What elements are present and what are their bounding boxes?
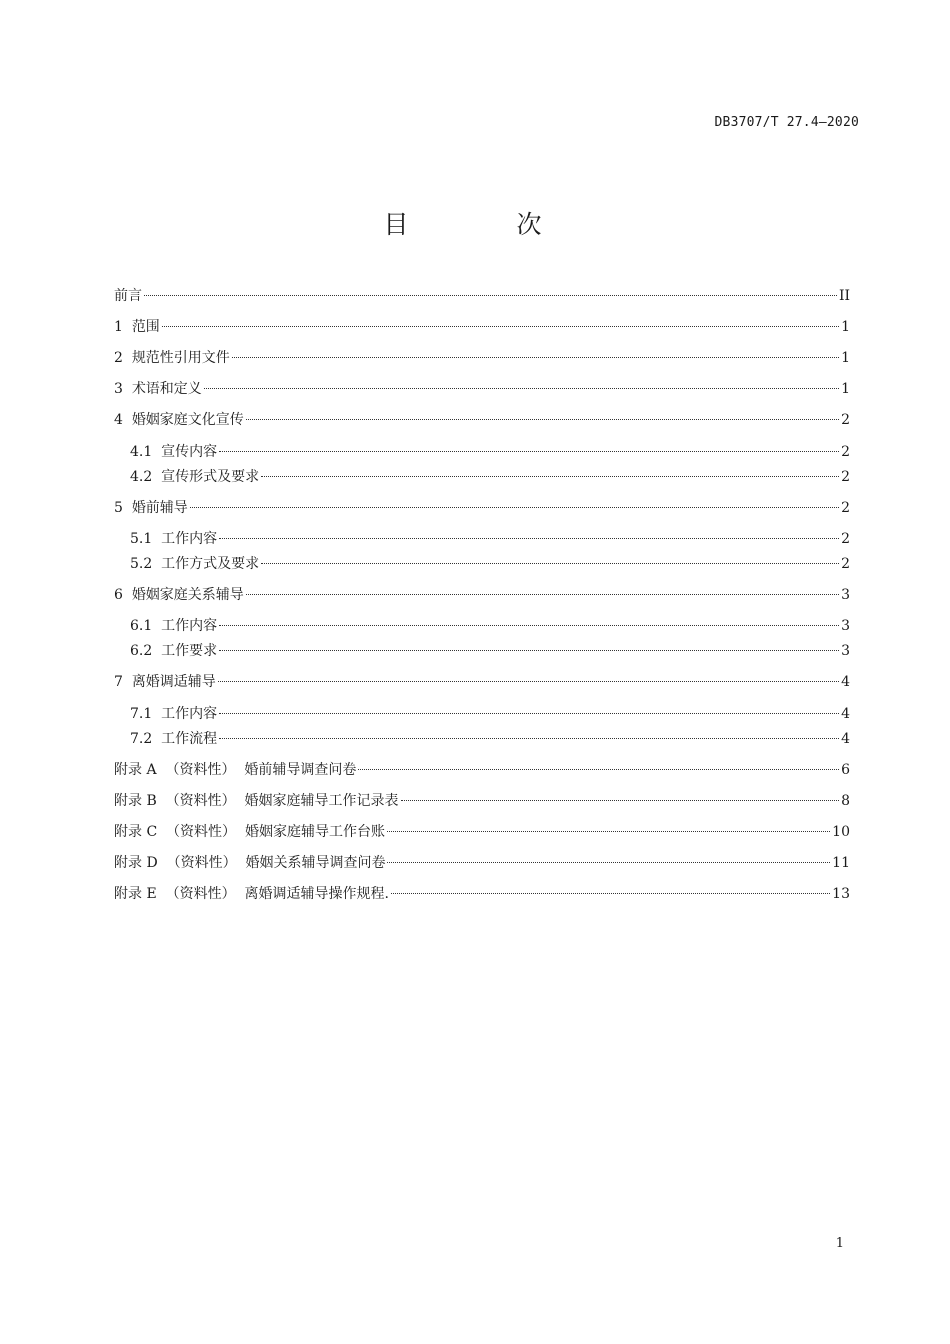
toc-leader-dots <box>387 862 830 863</box>
toc-title: 目 次 <box>383 210 592 239</box>
toc-entry-page: 2 <box>841 556 850 572</box>
toc-entry-number: 附录 D （资料性） <box>114 855 246 871</box>
toc-entry-text: 规范性引用文件 <box>131 350 230 366</box>
toc-entry-text: 工作内容 <box>161 706 218 722</box>
toc-entry-number: 2 <box>114 350 132 366</box>
toc-leader-dots <box>232 357 839 358</box>
toc-entry-text: 离婚调适辅导 <box>131 674 216 690</box>
toc-entry-number: 附录 C （资料性） <box>114 824 245 840</box>
toc-entry-text: 范围 <box>131 319 160 335</box>
toc-leader-dots <box>246 419 839 420</box>
toc-entry-text: 术语和定义 <box>131 381 202 397</box>
toc-entry-appendix-e[interactable] <box>114 882 850 906</box>
toc-entry-4[interactable] <box>114 408 850 432</box>
toc-leader-dots <box>391 893 830 894</box>
toc-entry-number: 4 <box>114 412 132 428</box>
toc-entry-7[interactable] <box>114 670 850 694</box>
toc-entry-page: 1 <box>841 350 850 366</box>
toc-entry-number: 5.1 <box>130 531 162 547</box>
toc-entry-text: 婚姻家庭文化宣传 <box>131 412 244 428</box>
toc-leader-dots <box>219 625 839 626</box>
toc-leader-dots <box>204 388 839 389</box>
toc-entry-page: 4 <box>841 674 850 690</box>
toc-entry-appendix-b[interactable] <box>114 789 850 813</box>
toc-entry-text: 工作流程 <box>161 731 218 747</box>
toc-entry-page: 3 <box>841 643 850 659</box>
toc-entry-text: 前言 <box>114 288 142 304</box>
toc-entry-page: 8 <box>841 793 850 809</box>
toc-entry-number: 7 <box>114 674 132 690</box>
page-number: 1 <box>835 1236 844 1251</box>
toc-entry-6-1[interactable] <box>130 614 850 638</box>
toc-entry-text: 工作要求 <box>161 643 218 659</box>
toc-entry-5-1[interactable] <box>130 527 850 551</box>
toc-entry-text: 工作内容 <box>161 618 218 634</box>
toc-entry-number: 6 <box>114 587 132 603</box>
toc-leader-dots <box>219 650 839 651</box>
toc-entry-page: 2 <box>841 412 850 428</box>
toc-entry-6[interactable] <box>114 583 850 607</box>
toc-leader-dots <box>162 326 839 327</box>
toc-entry-page: 10 <box>832 824 850 840</box>
toc-entry-page: 1 <box>841 319 850 335</box>
toc-entry-5-2[interactable] <box>130 552 850 576</box>
toc-entry-number: 附录 B （资料性） <box>114 793 245 809</box>
toc-entry-foreword[interactable] <box>114 284 850 308</box>
toc-leader-dots <box>261 563 839 564</box>
toc-entry-page: II <box>838 288 850 304</box>
toc-leader-dots <box>218 681 839 682</box>
toc-leader-dots <box>261 476 839 477</box>
toc-entry-number: 附录 E （资料性） <box>114 886 245 902</box>
toc-entry-7-1[interactable] <box>130 702 850 726</box>
toc-entry-text: 婚姻家庭辅导工作台账 <box>244 824 385 840</box>
toc-entry-text: 婚姻关系辅导调查问卷 <box>245 855 386 871</box>
toc-entry-appendix-d[interactable] <box>114 851 850 875</box>
toc-entry-page: 2 <box>841 444 850 460</box>
toc-entry-number: 5 <box>114 500 132 516</box>
toc-leader-dots <box>401 800 840 801</box>
toc-leader-dots <box>144 295 837 296</box>
toc-entry-text: 宣传形式及要求 <box>161 469 260 485</box>
toc-entry-number: 1 <box>114 319 132 335</box>
toc-leader-dots <box>387 831 830 832</box>
toc-entry-2[interactable] <box>114 346 850 370</box>
toc-entry-number: 6.2 <box>130 643 162 659</box>
toc-leader-dots <box>246 594 839 595</box>
toc-entry-1[interactable] <box>114 315 850 339</box>
toc-entry-page: 3 <box>841 618 850 634</box>
toc-entry-text: 婚姻家庭关系辅导 <box>131 587 244 603</box>
toc-entry-page: 11 <box>832 855 850 871</box>
toc-entry-appendix-c[interactable] <box>114 820 850 844</box>
toc-entry-number: 7.2 <box>130 731 162 747</box>
toc-entry-number: 5.2 <box>130 556 162 572</box>
toc-leader-dots <box>219 738 839 739</box>
toc-entry-text: 工作方式及要求 <box>161 556 260 572</box>
toc-entry-page: 1 <box>841 381 850 397</box>
toc-leader-dots <box>219 451 839 452</box>
toc-entry-number: 附录 A （资料性） <box>114 762 245 778</box>
toc-entry-5[interactable] <box>114 496 850 520</box>
toc-entry-4-1[interactable] <box>130 440 850 464</box>
toc-entry-number: 6.1 <box>130 618 162 634</box>
toc-entry-appendix-a[interactable] <box>114 758 850 782</box>
toc-entry-6-2[interactable] <box>130 639 850 663</box>
toc-entry-number: 3 <box>114 381 132 397</box>
toc-entry-page: 2 <box>841 531 850 547</box>
toc-entry-text: 婚前辅导 <box>131 500 188 516</box>
toc-entry-text: 宣传内容 <box>161 444 218 460</box>
toc-entry-text: 婚姻家庭辅导工作记录表 <box>244 793 399 809</box>
toc-entry-7-2[interactable] <box>130 727 850 751</box>
toc-entry-page: 6 <box>841 762 850 778</box>
toc-leader-dots <box>190 507 839 508</box>
toc-entry-page: 2 <box>841 469 850 485</box>
toc-entry-page: 2 <box>841 500 850 516</box>
toc-entry-3[interactable] <box>114 377 850 401</box>
toc-entry-number: 4.1 <box>130 444 162 460</box>
toc-entry-text: 婚前辅导调查问卷 <box>244 762 357 778</box>
toc-entry-text: 离婚调适辅导操作规程. <box>244 886 389 902</box>
toc-entry-page: 4 <box>841 706 850 722</box>
toc-entry-page: 13 <box>832 886 850 902</box>
toc-entry-4-2[interactable] <box>130 465 850 489</box>
toc-leader-dots <box>358 769 839 770</box>
toc-entry-page: 4 <box>841 731 850 747</box>
toc-leader-dots <box>219 713 839 714</box>
toc-entry-text: 工作内容 <box>161 531 218 547</box>
toc-leader-dots <box>219 538 839 539</box>
toc-entry-number: 7.1 <box>130 706 162 722</box>
document-code: DB3707/T 27.4—2020 <box>714 115 859 130</box>
toc-entry-number: 4.2 <box>130 469 162 485</box>
toc-entry-page: 3 <box>841 587 850 603</box>
